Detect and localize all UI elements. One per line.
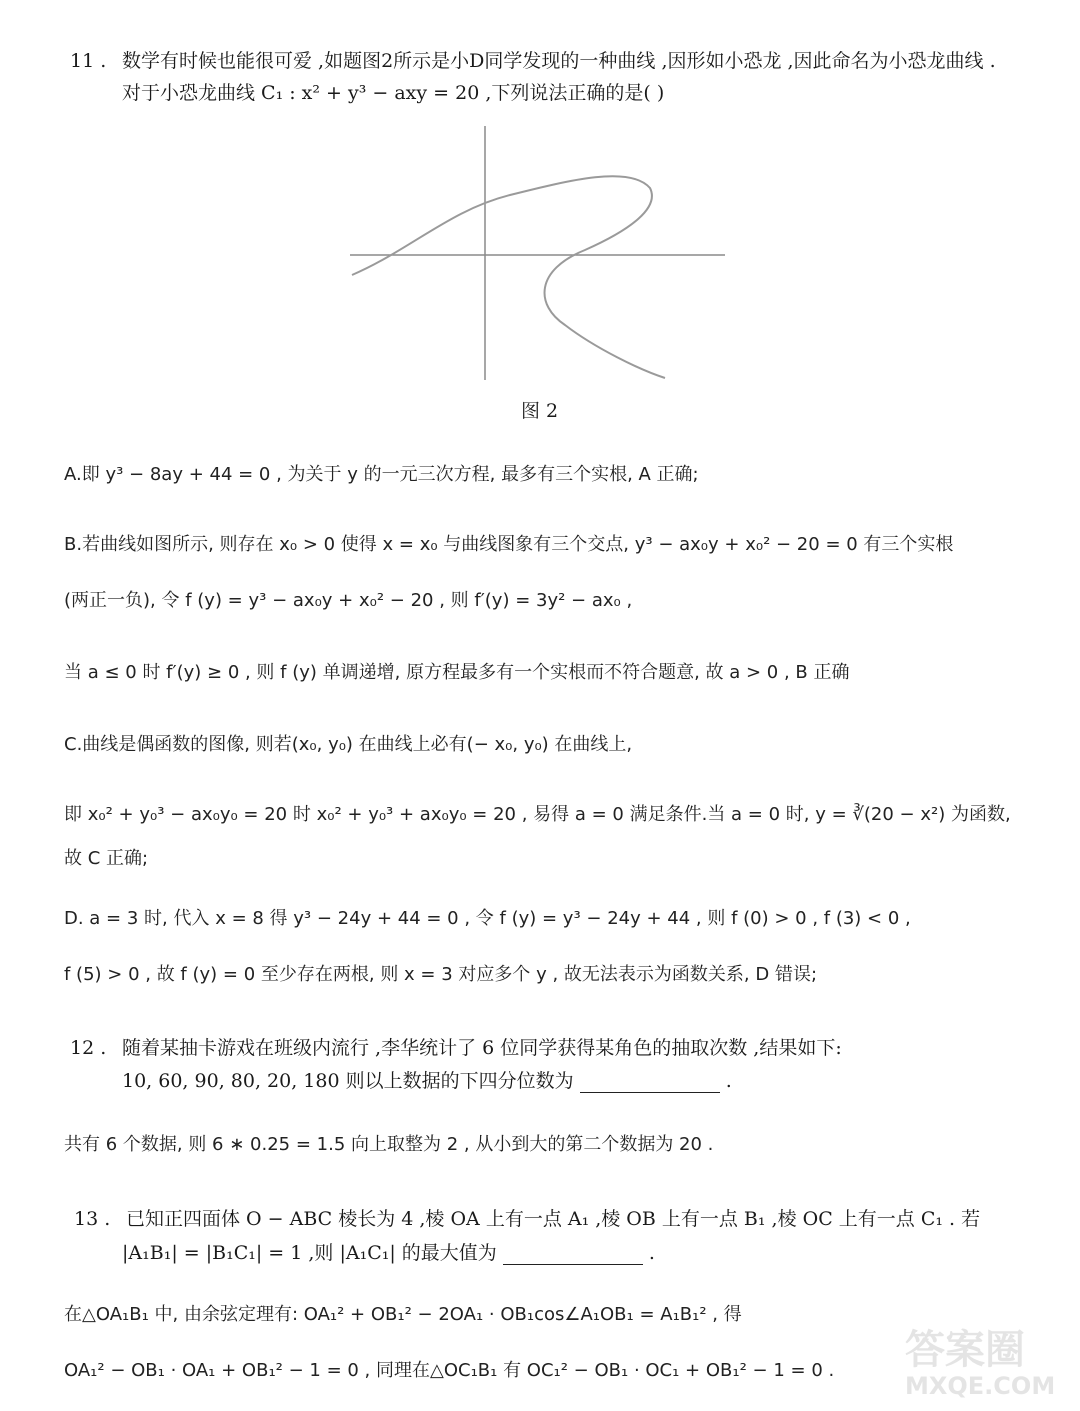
watermark-site: MXQE.COM xyxy=(905,1372,1056,1400)
q13-line2 xyxy=(122,1238,655,1265)
dinosaur-curve xyxy=(352,176,665,378)
sol11-option-b-line2: (两正一负), 令 f (y) = y³ − ax₀y + x₀² − 20 , 则 f′(y) = 3y² − ax₀ , xyxy=(64,590,633,611)
q13-number: 13 . xyxy=(74,1208,111,1230)
sol13-line1: 在△OA₁B₁ 中, 由余弦定理有: OA₁² + OB₁² − 2OA₁ · OB₁cos∠A₁OB₁ = A₁B₁² , 得 xyxy=(64,1304,742,1325)
q12-period: . xyxy=(725,1070,732,1092)
q11-line1 xyxy=(70,46,996,73)
q13-stem-line1: 已知正四面体 O − ABC 棱长为 4 ,棱 OA 上有一点 A₁ ,棱 OB 上有一点 B₁ ,棱 OC 上有一点 C₁ . 若 xyxy=(126,1208,981,1230)
sol11-option-a: A.即 y³ − 8ay + 44 = 0 , 为关于 y 的一元三次方程, 最多有三个实根, A 正确; xyxy=(64,464,699,485)
q12-number: 12 . xyxy=(70,1037,107,1059)
q13-line1 xyxy=(74,1204,980,1231)
q12-stem-line1: 随着某抽卡游戏在班级内流行 ,李华统计了 6 位同学获得某角色的抽取次数 ,结果如下: xyxy=(122,1037,842,1059)
curve-figure xyxy=(340,120,740,390)
sol11-option-b-line1: B.若曲线如图所示, 则存在 x₀ > 0 使得 x = x₀ 与曲线图象有三个交点, y³ − ax₀y + x₀² − 20 = 0 有三个实根 xyxy=(64,534,954,555)
sol11-option-d-line1: D. a = 3 时, 代入 x = 8 得 y³ − 24y + 44 = 0 , 令 f (y) = y³ − 24y + 44 , 则 f (0) > 0 , f (3) < 0 , xyxy=(64,908,911,929)
q11-stem-line1: 数学有时候也能很可爱 ,如题图2所示是小D同学发现的一种曲线 ,因形如小恐龙 ,因此命名为小恐龙曲线 . xyxy=(122,50,996,72)
watermark-logo: 答案圈 xyxy=(905,1327,1025,1373)
sol11-option-c-line1: C.曲线是偶函数的图像, 则若(x₀, y₀) 在曲线上必有(− x₀, y₀) 在曲线上, xyxy=(64,734,633,755)
sol11-option-c-line2: 即 x₀² + y₀³ − ax₀y₀ = 20 时 x₀² + y₀³ + ax₀y₀ = 20 , 易得 a = 0 满足条件.当 a = 0 时, y = ∛(20 − x²) 为函数, xyxy=(64,804,1011,825)
sol11-option-d-line2: f (5) > 0 , 故 f (y) = 0 至少存在两根, 则 x = 3 对应多个 y , 故无法表示为函数关系, D 错误; xyxy=(64,964,818,985)
q11-number: 11 . xyxy=(70,50,107,72)
sol11-option-c-line3: 故 C 正确; xyxy=(64,848,149,869)
q12-answer-blank[interactable] xyxy=(580,1074,720,1093)
q12-line2 xyxy=(122,1066,732,1093)
sol12-text: 共有 6 个数据, 则 6 ∗ 0.25 = 1.5 向上取整为 2 , 从小到大的第二个数据为 20 . xyxy=(64,1134,714,1155)
q13-period: . xyxy=(648,1242,655,1264)
figure-caption: 图 2 xyxy=(521,400,559,422)
q13-stem-line2: |A₁B₁| = |B₁C₁| = 1 ,则 |A₁C₁| 的最大值为 xyxy=(122,1242,497,1264)
sol11-option-b-line3: 当 a ≤ 0 时 f′(y) ≥ 0 , 则 f (y) 单调递增, 原方程最多有一个实根而不符合题意, 故 a > 0 , B 正确 xyxy=(64,662,850,683)
q11-stem-line2: 对于小恐龙曲线 C₁ : x² + y³ − axy = 20 ,下列说法正确的是( ) xyxy=(122,82,665,104)
sol13-line2: OA₁² − OB₁ · OA₁ + OB₁² − 1 = 0 , 同理在△OC₁B₁ 有 OC₁² − OB₁ · OC₁ + OB₁² − 1 = 0 . xyxy=(64,1360,835,1381)
q13-answer-blank[interactable] xyxy=(503,1246,643,1265)
q12-stem-line2: 10, 60, 90, 80, 20, 180 则以上数据的下四分位数为 xyxy=(122,1070,574,1092)
q12-line1 xyxy=(70,1033,842,1060)
